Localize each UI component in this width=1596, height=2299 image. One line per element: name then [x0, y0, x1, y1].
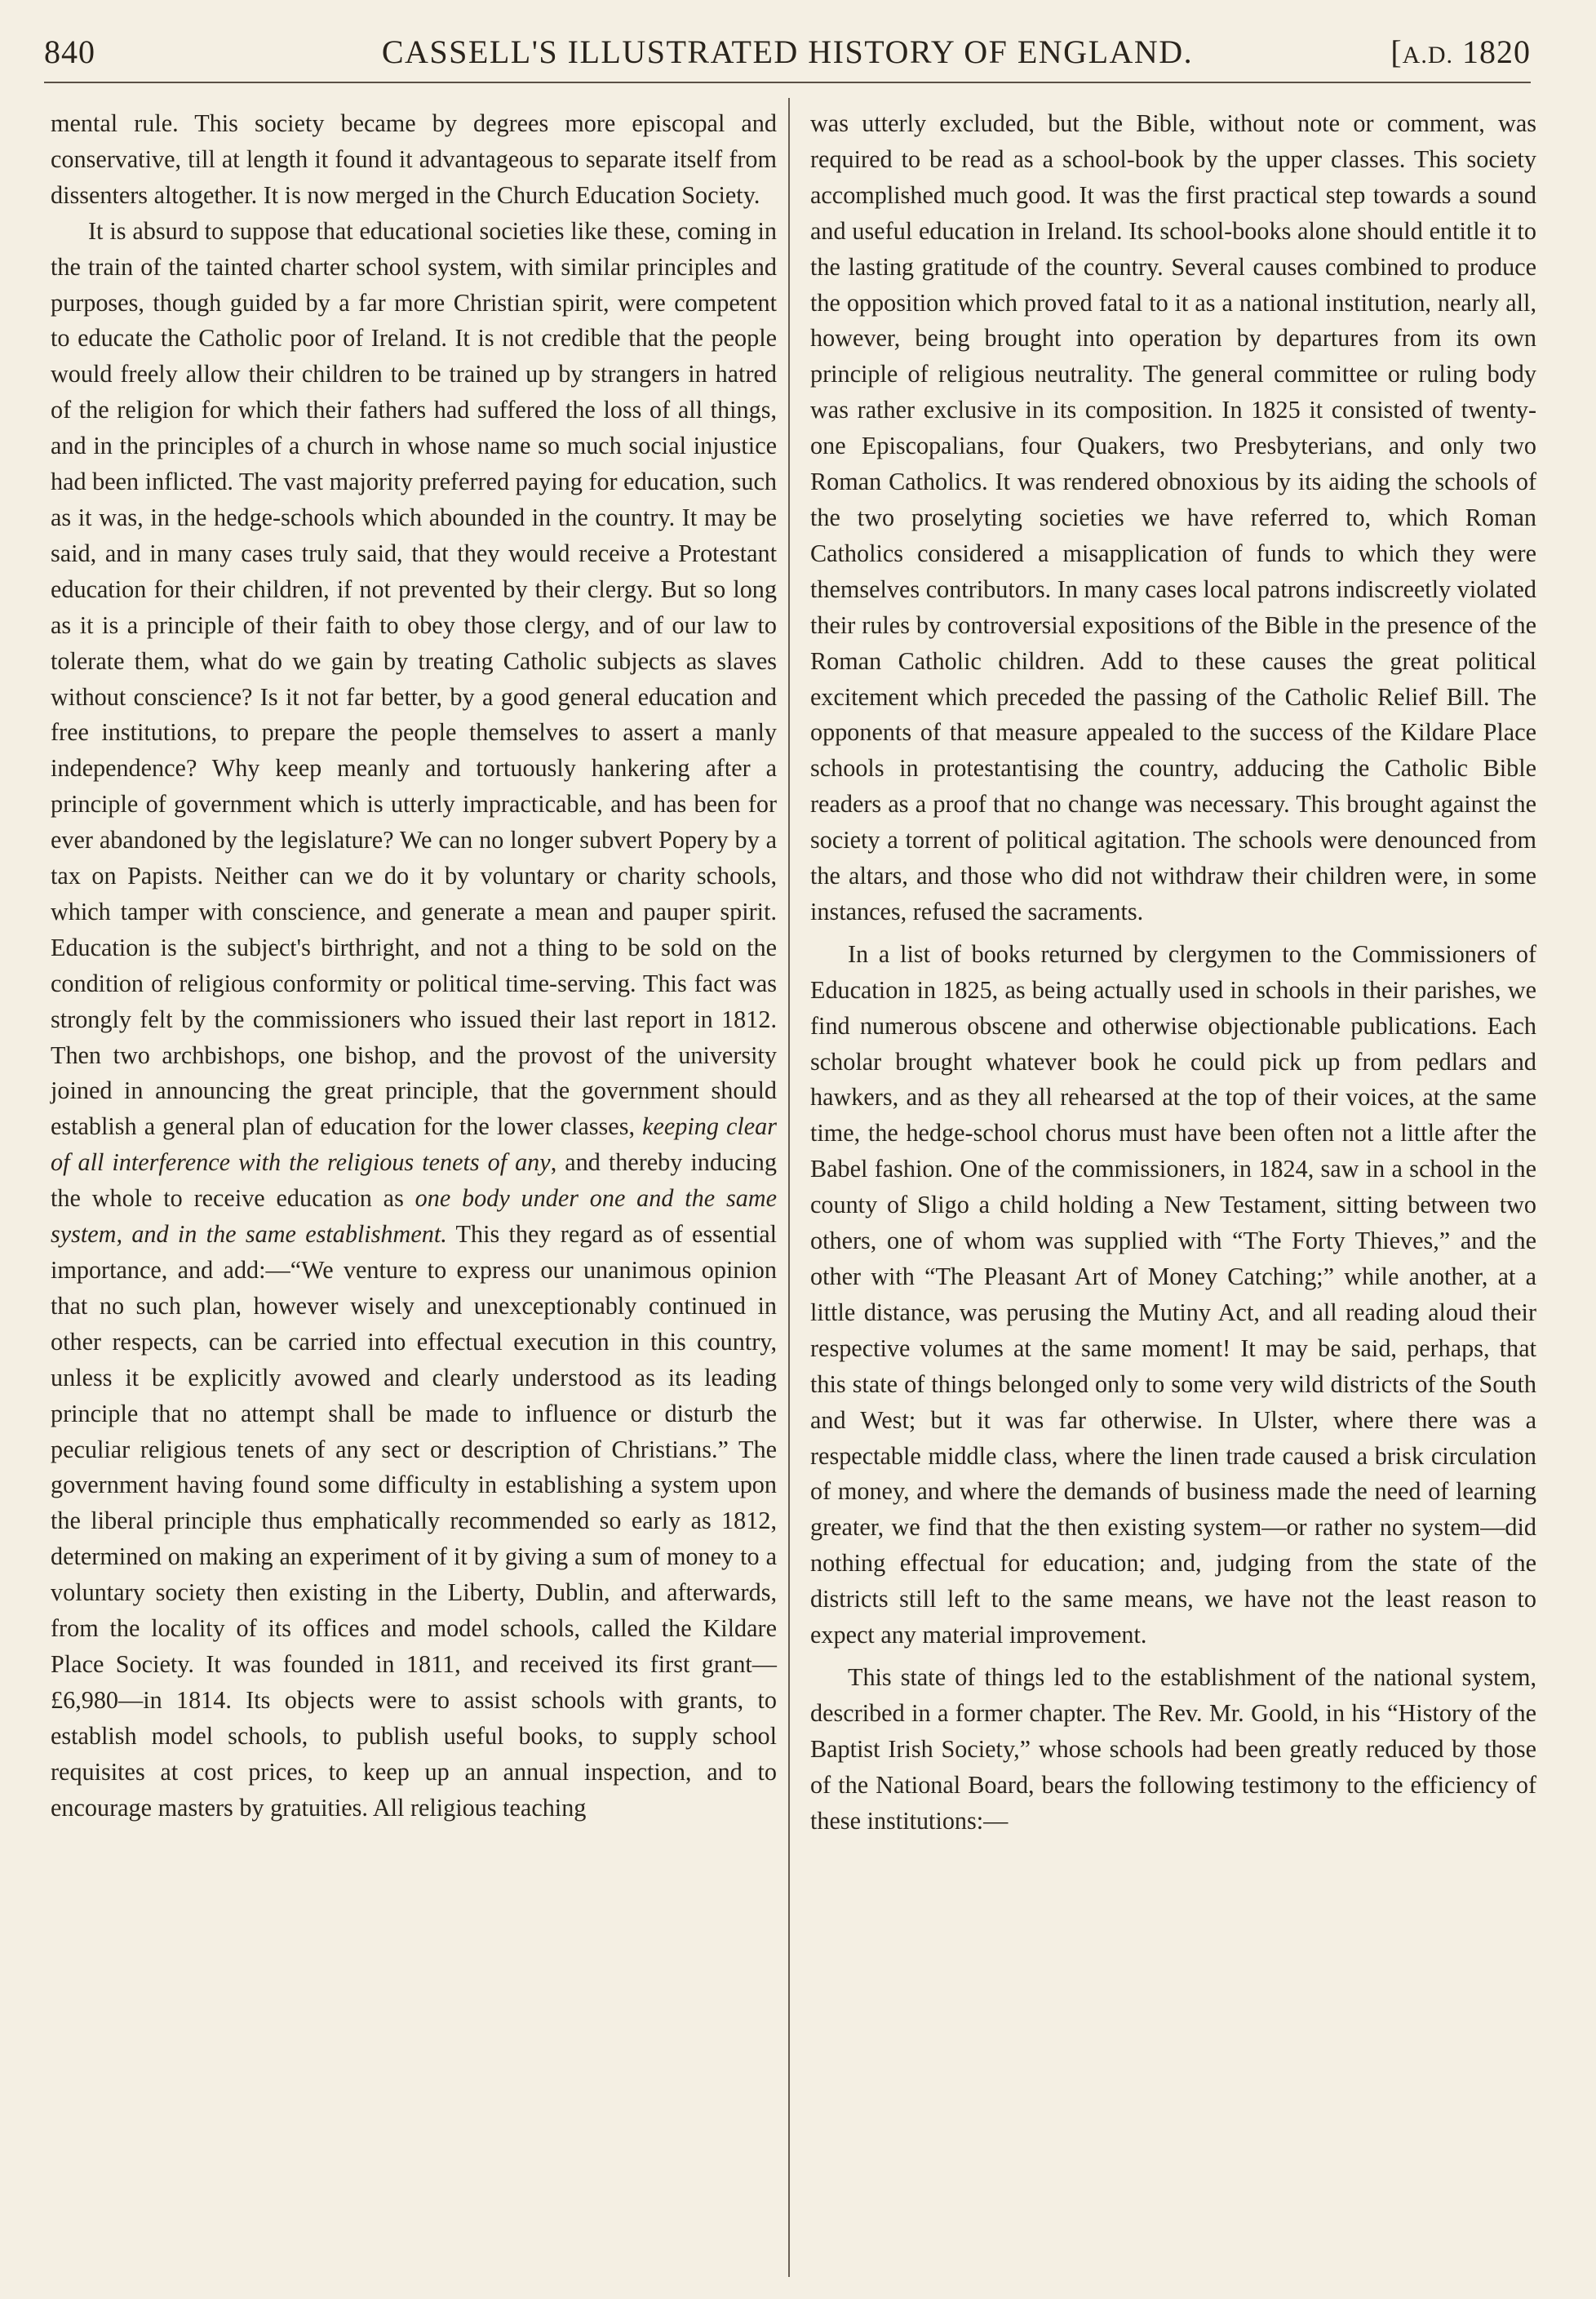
text-run: , and thereby inducing the whole to receive education as	[51, 1148, 777, 1213]
paragraph-gap	[810, 1653, 1536, 1660]
text-run: This they regard as of essential importance, and add:—“We venture to express our unanimous opinion that no such plan, however wisely and unexceptionably continued in other respects, can be carried into effectual execution in this country, unless it be explicitly avowed and clearly understood as its leading principle that no attempt shall be made to influence or disturb the peculiar religious tenets of any sect or description of Christians.” The government having found some difficulty in establishing a system upon the liberal principle thus emphatically recommended so early as 1812, determined on making an experiment of it by giving a sum of money to a voluntary society then existing in the Liberty, Dublin, and afterwards, from the locality of its offices and model schools, called the Kildare Place Society. It was founded in 1811, and received its first grant—£6,980—in 1814. Its objects were to assist schools with grants, to establish model schools, to publish useful books, to supply school requisites at cost prices, to keep up an annual inspection, and to encourage masters by gratuities. All religious teaching	[51, 1220, 777, 1822]
right-column	[810, 106, 1536, 1840]
paragraph: In a list of books returned by clergymen to the Commissioners of Education in 1825, as being actually used in schools in their parishes, we find numerous obscene and otherwise objectionable publications. Each scholar brought whatever book he could pick up from pedlars and hawkers, and as they all rehearsed at the top of their voices, at the same time, the hedge-school chorus must have been often not a little after the Babel fashion. One of the commissioners, in 1824, saw in a school in the county of Sligo a child holding a New Testament, sitting between two others, one of whom was supplied with “The Forty Thieves,” and the other with “The Pleasant Art of Money Catching;” while another, at a little distance, was perusing the Mutiny Act, and all reading aloud their respective volumes at the same moment! It may be said, perhaps, that this state of things belonged only to some very wild districts of the South and West; but it was far otherwise. In Ulster, where there was a respectable middle class, where the linen trade caused a brisk circulation of money, and where the demands of business made the need of learning greater, we find that the then existing system—or rather no system—did nothing effectual for education; and, judging from the state of the districts still left to the same means, we have not the least reason to expect any material improvement.	[810, 939, 1536, 1649]
left-column	[51, 106, 777, 1826]
date-era: A.D.	[1402, 42, 1453, 69]
page-number: 840	[44, 33, 95, 70]
paragraph	[51, 214, 777, 1826]
text-run: It is absurd to suppose that educational societies like these, coming in the train of the tainted charter school system, with similar principles and purposes, though guided by a far more Christian spirit, were competent to educate the Catholic poor of Ireland. It is not credible that the people would freely allow their children to be trained up by strangers in hatred of the religion for which their fathers had suffered the loss of all things, and in the principles of a church in whose name so much social injustice had been inflicted. The vast majority preferred paying for education, such as it was, in the hedge-schools which abounded in the country. It may be said, and in many cases truly said, that they would receive a Protestant education for their children, if not prevented by their clergy. But so long as it is a principle of their faith to obey those clergy, and of our law to tolerate them, what do we gain by treating Catholic subjects as slaves without conscience? Is it not far better, by a good general education and free institutions, to prepare the people themselves to assert a manly independence? Why keep meanly and tortuously hankering after a principle of government which is utterly impracticable, and has been for ever abandoned by the legislature? We can no longer subvert Popery by a tax on Papists. Neither can we do it by voluntary or charity schools, which tamper with conscience, and generate a mean and pauper spirit. Education is the subject's birthright, and not a thing to be sold on the condition of religious conformity or political time-serving. This fact was strongly felt by the commissioners who issued their last report in 1812. Then two archbishops, one bishop, and the provost of the university joined in announcing the great principle, that the government should establish a general plan of education for the lower classes,	[51, 216, 777, 1141]
paragraph: mental rule. This society became by degrees more episcopal and conservative, till at length it found it advantageous to separate itself from dissenters altogether. It is now merged in the Church Education Society.	[51, 109, 777, 209]
header-rule	[44, 82, 1531, 83]
running-header	[44, 33, 1531, 82]
book-title: CASSELL'S ILLUSTRATED HISTORY OF ENGLAND.	[381, 33, 1194, 70]
date-marker	[1390, 33, 1531, 71]
italic-text-run: one body under one and the same system, and in the same establishment.	[51, 1184, 777, 1249]
paragraph: was utterly excluded, but the Bible, without note or comment, was required to be read as a school-book by the upper classes. This society accomplished much good. It was the first practical step towards a sound and useful education in Ireland. Its school-books alone should entitle it to the lasting gratitude of the country. Several causes combined to produce the opposition which proved fatal to it as a national institution, nearly all, however, being brought into operation by departures from its own principle of religious neutrality. The general committee or ruling body was rather exclusive in its composition. In 1825 it consisted of twenty-one Episcopalians, four Quakers, two Presbyterians, and only two Roman Catholics. It was rendered obnoxious by its aiding the schools of the two proselyting societies we have referred to, which Roman Catholics considered a misapplication of funds to which they were themselves contributors. In many cases local patrons indiscreetly violated their rules by controversial expositions of the Bible in the presence of the Roman Catholic children. Add to these causes the great political excitement which preceded the passing of the Catholic Relief Bill. The opponents of that measure appealed to the success of the Kildare Place schools in protestantising the country, adducing the Catholic Bible readers as a proof that no change was necessary. This brought against the society a torrent of political agitation. The schools were denounced from the altars, and those who did not withdraw their children were, in some instances, refused the sacraments.	[810, 109, 1536, 925]
italic-text-run: keeping clear of all interference with the religious tenets of any	[51, 1112, 778, 1177]
column-rule	[788, 98, 790, 2277]
paragraph-gap	[810, 930, 1536, 937]
date-year: 1820	[1462, 33, 1531, 70]
date-bracket: [	[1390, 33, 1403, 70]
paragraph: This state of things led to the establishment of the national system, described in a former chapter. The Rev. Mr. Goold, in his “History of the Baptist Irish Society,” whose schools had been greatly reduced by those of the National Board, bears the following testimony to the efficiency of these institutions:—	[810, 1662, 1536, 1835]
